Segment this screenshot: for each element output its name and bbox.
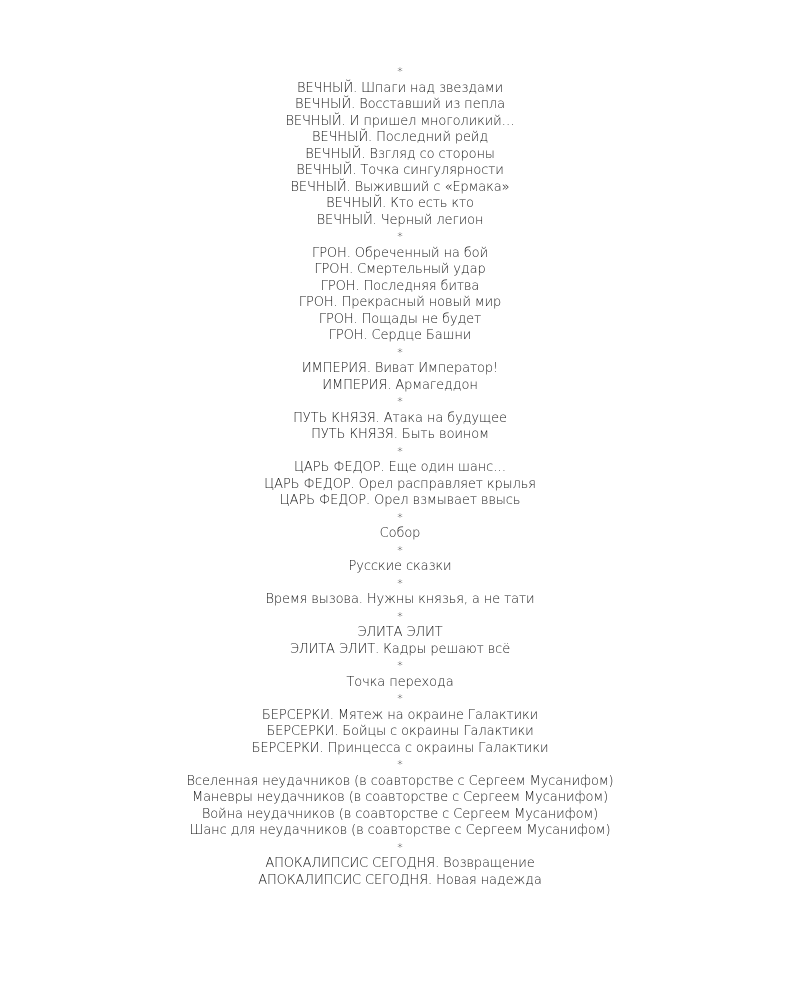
section-separator: *	[397, 758, 403, 771]
section-separator: *	[397, 65, 403, 78]
section-separator: *	[397, 345, 403, 359]
series-group	[0, 246, 800, 345]
section-separator: *	[397, 510, 403, 524]
series-group	[0, 625, 800, 658]
series-group	[0, 592, 800, 609]
book-title: ГРОН. Сердце Башни	[328, 328, 472, 343]
book-title: ЭЛИТА ЭЛИТ. Кадры решают всё	[289, 641, 511, 657]
book-title: ИМПЕРИЯ. Виват Император!	[301, 361, 499, 376]
book-title: ГРОН. Обреченный на бой	[312, 245, 488, 261]
series-group	[0, 856, 800, 889]
book-title: ВЕЧНЫЙ. Последний рейд	[311, 130, 489, 145]
section-separator: *	[397, 840, 403, 854]
book-list	[0, 64, 800, 889]
section-separator: *	[397, 692, 403, 705]
book-title: ВЕЧНЫЙ. Черный легион	[316, 212, 484, 228]
book-title: Собор	[379, 526, 421, 541]
book-title: ГРОН. Прекрасный новый мир	[298, 295, 502, 310]
series-group	[0, 526, 800, 543]
section-separator: *	[397, 395, 403, 408]
book-title: ВЕЧНЫЙ. Кто есть кто	[326, 196, 474, 211]
section-separator: *	[397, 659, 403, 672]
section-separator: *	[397, 230, 403, 243]
book-title: ПУТЬ КНЯЗЯ. Быть воином	[311, 427, 489, 442]
book-title: ВЕЧНЫЙ. И пришел многоликий…	[285, 113, 515, 129]
section-separator: *	[397, 609, 403, 623]
book-title: ГРОН. Смертельный удар	[314, 262, 486, 277]
book-title: ЦАРЬ ФЕДОР. Еще один шанс…	[293, 460, 507, 475]
book-title: ВЕЧНЫЙ. Точка сингулярности	[296, 163, 504, 178]
book-title: ВЕЧНЫЙ. Взгляд со стороны	[305, 146, 495, 162]
book-title: Время вызова. Нужны князья, а не тати	[265, 592, 535, 607]
series-group	[0, 774, 800, 840]
book-title: БЕРСЕРКИ. Бойцы с окраины Галактики	[266, 724, 534, 739]
book-title: Маневры неудачников (в соавторстве с Сергеем Мусанифом)	[191, 790, 609, 805]
book-title: Война неудачников (в соавторстве с Сергеем Мусанифом)	[201, 806, 599, 822]
book-title: БЕРСЕРКИ. Мятеж на окраине Галактики	[261, 707, 539, 723]
series-group	[0, 460, 800, 510]
book-title: ВЕЧНЫЙ. Восставший из пепла	[295, 97, 505, 112]
series-group	[0, 361, 800, 394]
series-group	[0, 559, 800, 576]
book-title: БЕРСЕРКИ. Принцесса с окраины Галактики	[251, 740, 549, 756]
book-title: ИМПЕРИЯ. Армагеддон	[322, 377, 478, 393]
book-title: Русские сказки	[348, 559, 452, 574]
book-title: Шанс для неудачников (в соавторстве с Сергеем Мусанифом)	[189, 823, 611, 838]
book-title: АПОКАЛИПСИС СЕГОДНЯ. Возвращение	[265, 856, 535, 871]
book-title: ВЕЧНЫЙ. Шпаги над звездами	[296, 80, 503, 96]
series-group	[0, 411, 800, 444]
book-title: ПУТЬ КНЯЗЯ. Атака на будущее	[293, 410, 507, 426]
series-group	[0, 708, 800, 758]
section-separator: *	[397, 444, 403, 458]
book-title: ГРОН. Последняя битва	[320, 278, 480, 294]
book-title: Точка перехода	[346, 674, 454, 690]
book-title: АПОКАЛИПСИС СЕГОДНЯ. Новая надежда	[258, 872, 542, 888]
book-title: ВЕЧНЫЙ. Выживший с «Ермака»	[290, 179, 510, 195]
series-group	[0, 675, 800, 692]
series-group	[0, 81, 800, 230]
section-separator: *	[397, 543, 403, 557]
book-title: Вселенная неудачников (в соавторстве с Сергеем Мусанифом)	[186, 773, 614, 789]
book-title: ЦАРЬ ФЕДОР. Орел расправляет крылья	[264, 476, 536, 492]
section-separator: *	[397, 576, 403, 590]
book-title: ЭЛИТА ЭЛИТ	[357, 625, 443, 640]
book-title: ГРОН. Пощады не будет	[318, 311, 482, 327]
book-title: ЦАРЬ ФЕДОР. Орел взмывает ввысь	[279, 493, 521, 508]
